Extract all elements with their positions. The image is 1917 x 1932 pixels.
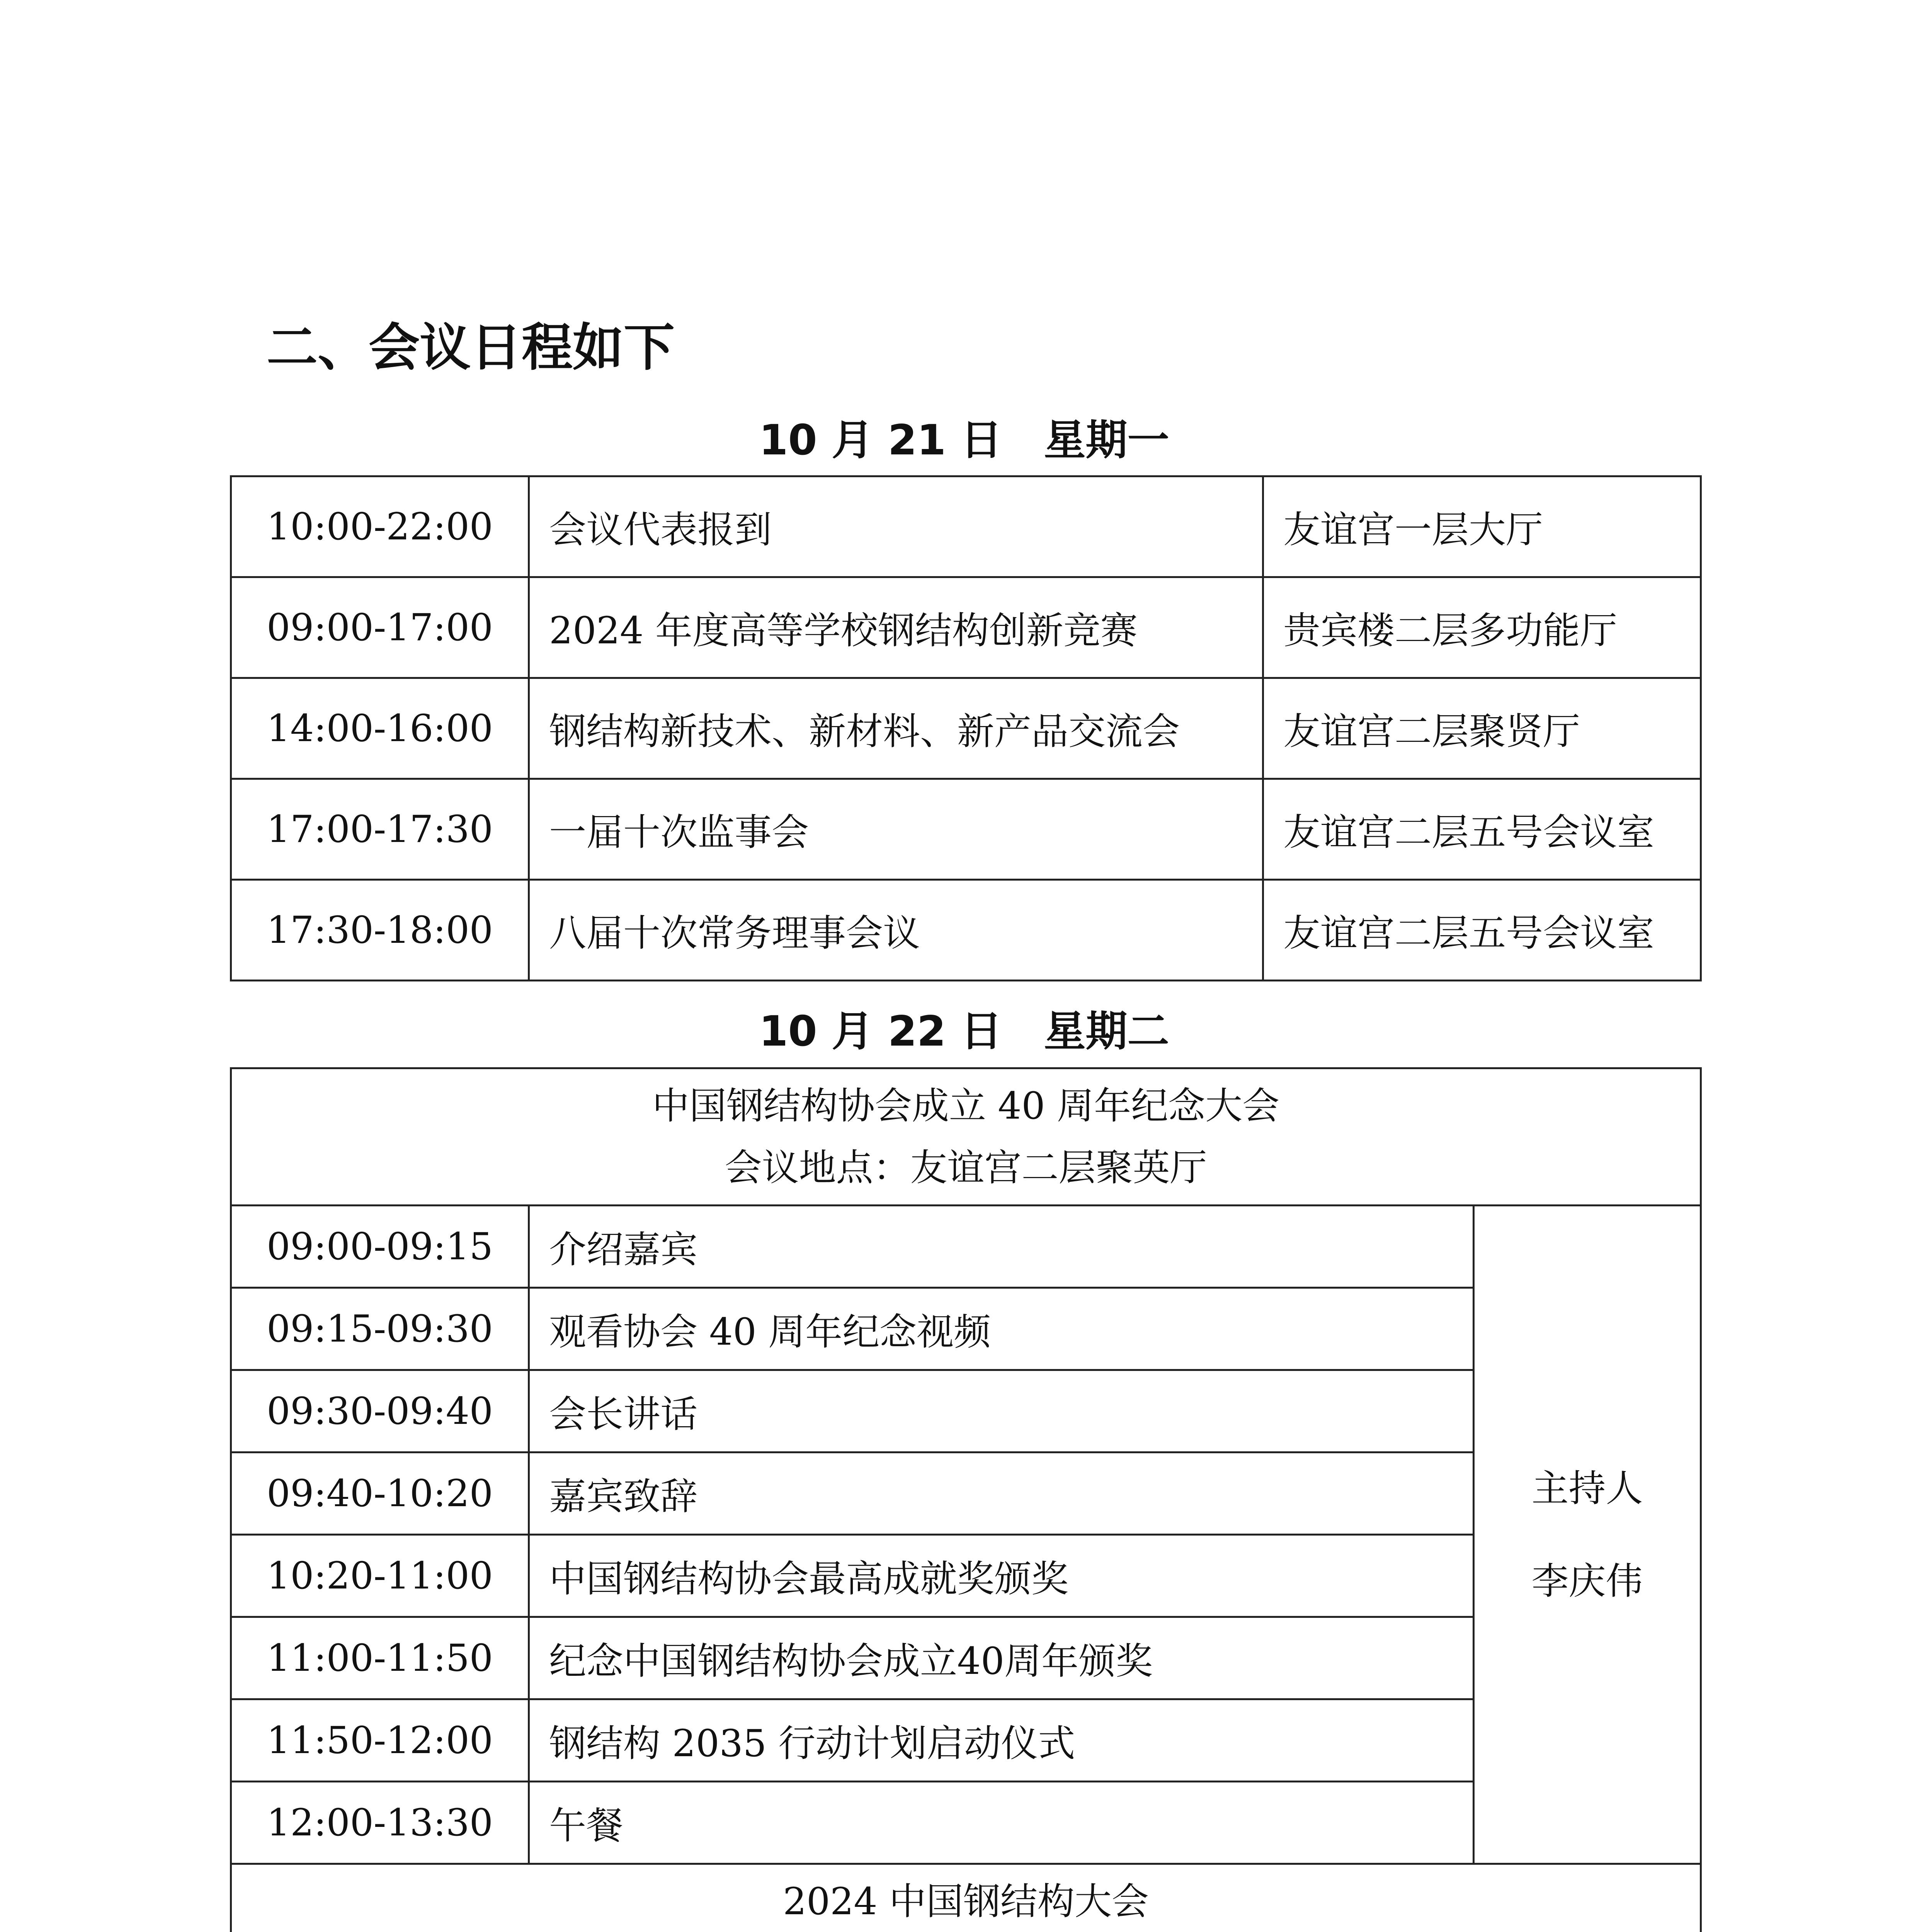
session-header xyxy=(231,1864,1701,1932)
location-cell: 友谊宫二层聚贤厅 xyxy=(1263,678,1701,779)
day2-schedule-table xyxy=(230,1067,1702,1932)
location-cell: 友谊宫二层五号会议室 xyxy=(1263,779,1701,880)
session1-venue: 会议地点：友谊宫二层聚英厅 xyxy=(725,1146,1207,1189)
table-row xyxy=(231,476,1701,577)
time-cell: 09:15-09:30 xyxy=(231,1288,529,1370)
time-cell: 10:00-22:00 xyxy=(231,476,529,577)
event-cell: 嘉宾致辞 xyxy=(529,1452,1474,1535)
location-cell: 贵宾楼二层多功能厅 xyxy=(1263,577,1701,678)
time-cell: 14:00-16:00 xyxy=(231,678,529,779)
session1-host-cell xyxy=(1474,1206,1701,1864)
table-row xyxy=(231,577,1701,678)
time-cell: 17:00-17:30 xyxy=(231,779,529,880)
event-cell: 一届十次监事会 xyxy=(529,779,1263,880)
location-cell: 友谊宫一层大厅 xyxy=(1263,476,1701,577)
time-cell: 09:40-10:20 xyxy=(231,1452,529,1535)
section-heading: 二、会议日程如下 xyxy=(267,318,675,378)
event-cell: 八届十次常务理事会议 xyxy=(529,880,1263,981)
time-cell: 11:00-11:50 xyxy=(231,1617,529,1699)
event-cell: 中国钢结构协会最高成就奖颁奖 xyxy=(529,1535,1474,1617)
session2-header-cell xyxy=(231,1864,1701,1932)
time-cell: 17:30-18:00 xyxy=(231,880,529,981)
time-cell: 09:00-17:00 xyxy=(231,577,529,678)
event-cell: 纪念中国钢结构协会成立40周年颁奖 xyxy=(529,1617,1474,1699)
session1-header-cell xyxy=(231,1068,1701,1206)
time-cell: 12:00-13:30 xyxy=(231,1782,529,1864)
event-cell: 钢结构 2035 行动计划启动仪式 xyxy=(529,1699,1474,1782)
table-row xyxy=(231,779,1701,880)
event-cell: 2024 年度高等学校钢结构创新竞赛 xyxy=(529,577,1263,678)
event-cell: 观看协会 40 周年纪念视频 xyxy=(529,1288,1474,1370)
time-cell: 11:50-12:00 xyxy=(231,1699,529,1782)
event-cell: 会长讲话 xyxy=(529,1370,1474,1452)
time-cell: 09:00-09:15 xyxy=(231,1206,529,1288)
session2-title: 2024 中国钢结构大会 xyxy=(783,1880,1149,1923)
time-cell: 09:30-09:40 xyxy=(231,1370,529,1452)
event-cell: 介绍嘉宾 xyxy=(529,1206,1474,1288)
day2-date: 10 月 22 日 星期二 xyxy=(759,1007,1169,1056)
event-cell: 午餐 xyxy=(529,1782,1474,1864)
event-cell: 会议代表报到 xyxy=(529,476,1263,577)
event-cell: 钢结构新技术、新材料、新产品交流会 xyxy=(529,678,1263,779)
session-header xyxy=(231,1068,1701,1206)
table-row xyxy=(231,880,1701,981)
day1-schedule-table xyxy=(230,475,1702,981)
day1-date: 10 月 21 日 星期一 xyxy=(759,416,1169,464)
host-name: 李庆伟 xyxy=(1531,1559,1643,1603)
table-row xyxy=(231,678,1701,779)
time-cell: 10:20-11:00 xyxy=(231,1535,529,1617)
session1-title: 中国钢结构协会成立 40 周年纪念大会 xyxy=(652,1084,1280,1128)
location-cell: 友谊宫二层五号会议室 xyxy=(1263,880,1701,981)
host-label: 主持人 xyxy=(1531,1466,1643,1510)
table-row xyxy=(231,1206,1701,1288)
